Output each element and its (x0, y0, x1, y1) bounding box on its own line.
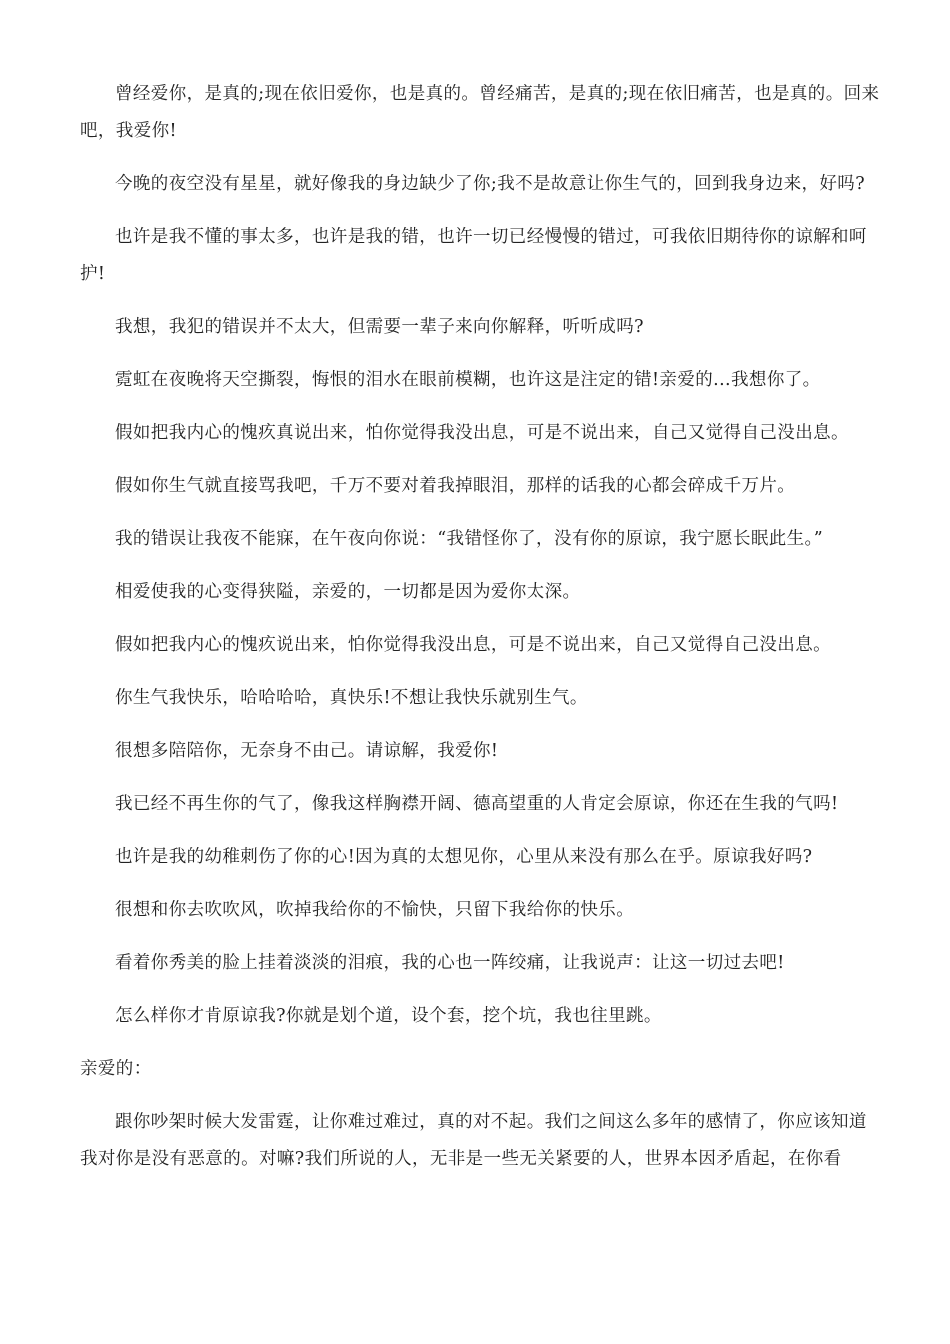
paragraph: 假如你生气就直接骂我吧，千万不要对着我掉眼泪，那样的话我的心都会碎成千万片。 (115, 476, 796, 496)
paragraph: 假如把我内心的愧疚真说出来，怕你觉得我没出息，可是不说出来，自己又觉得自己没出息。 (115, 423, 849, 443)
paragraph: 看着你秀美的脸上挂着淡淡的泪痕，我的心也一阵绞痛，让我说声：让这一切过去吧! (115, 953, 785, 973)
paragraph: 假如把我内心的愧疚说出来，怕你觉得我没出息，可是不说出来，自己又觉得自己没出息。 (115, 635, 831, 655)
paragraph: 跟你吵架时候大发雷霆，让你难过难过，真的对不起。我们之间这么多年的感情了，你应该知道我对你是没有恶意的。对嘛?我们所说的人，无非是一些无关紧要的人，世界本因矛盾起，在你看 (80, 1112, 867, 1169)
paragraph: 相爱使我的心变得狭隘，亲爱的，一切都是因为爱你太深。 (115, 582, 581, 602)
paragraph: 你生气我快乐，哈哈哈哈，真快乐!不想让我快乐就别生气。 (115, 688, 588, 708)
paragraph: 很想多陪陪你，无奈身不由己。请谅解，我爱你! (115, 741, 499, 761)
paragraph: 霓虹在夜晚将天空撕裂，悔恨的泪水在眼前模糊，也许这是注定的错!亲爱的...我想你了。 (115, 370, 821, 390)
paragraph: 怎么样你才肯原谅我?你就是划个道，设个套，挖个坑，我也往里跳。 (115, 1006, 662, 1026)
salutation: 亲爱的： (80, 1059, 152, 1079)
paragraph: 很想和你去吹吹风，吹掉我给你的不愉快，只留下我给你的快乐。 (115, 900, 635, 920)
document-body (80, 76, 880, 1194)
paragraph: 我的错误让我夜不能寐，在午夜向你说：“我错怪你了，没有你的原谅，我宁愿长眠此生。” (115, 529, 824, 549)
paragraph: 我想，我犯的错误并不太大，但需要一辈子来向你解释，听听成吗? (115, 317, 644, 337)
paragraph: 也许是我不懂的事太多，也许是我的错，也许一切已经慢慢的错过，可我依旧期待你的谅解和呵护! (80, 227, 867, 284)
paragraph: 也许是我的幼稚刺伤了你的心!因为真的太想见你，心里从来没有那么在乎。原谅我好吗? (115, 847, 813, 867)
paragraph: 我已经不再生你的气了，像我这样胸襟开阔、德高望重的人肯定会原谅，你还在生我的气吗! (115, 794, 839, 814)
paragraph: 今晚的夜空没有星星，就好像我的身边缺少了你;我不是故意让你生气的，回到我身边来，好吗? (115, 174, 865, 194)
paragraph: 曾经爱你，是真的;现在依旧爱你，也是真的。曾经痛苦，是真的;现在依旧痛苦，也是真的。回来吧，我爱你! (80, 84, 880, 141)
